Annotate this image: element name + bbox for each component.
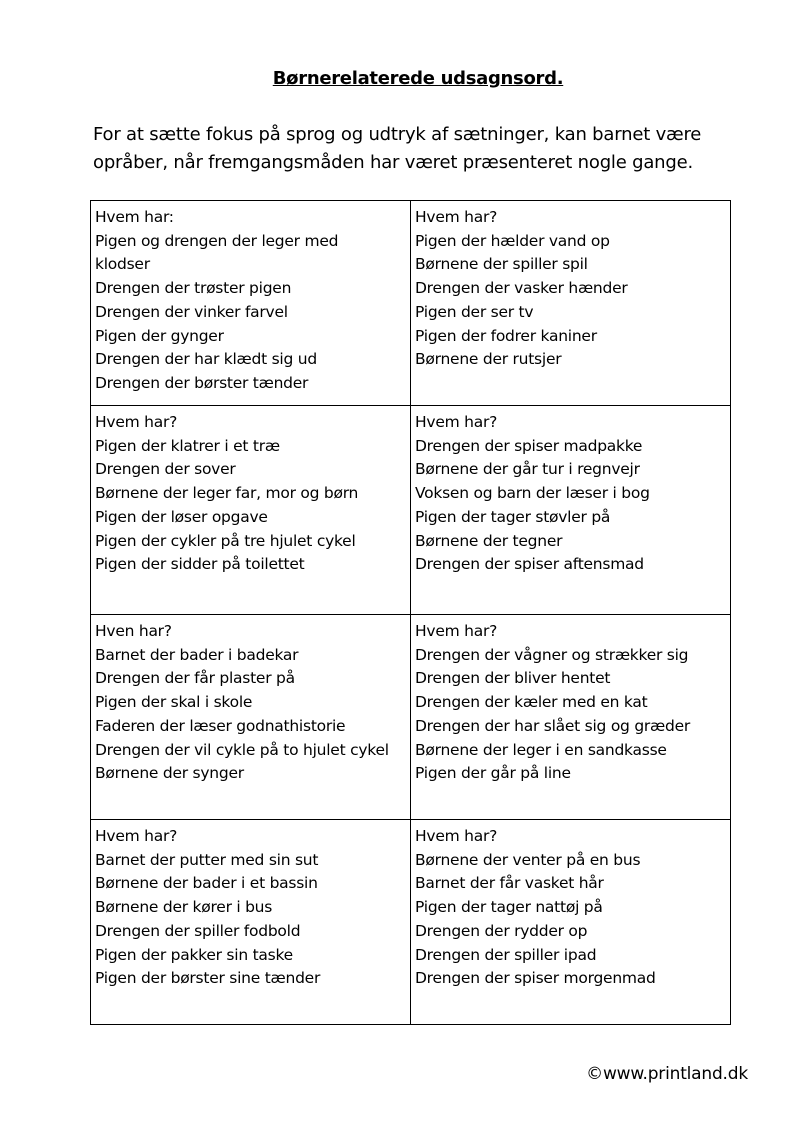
card-3 [91,406,411,615]
card-line: Drengen der vågner og strækker sig [415,645,689,664]
card-line: Pigen der går på line [415,764,571,783]
card-line: Børnene der rutsjer [415,350,562,369]
card-1 [91,201,411,406]
copyright-footer: ©www.printland.dk [586,1064,748,1084]
card-line: Børnene der kører i bus [95,898,273,917]
card-line: Drengen der kæler med en kat [415,693,648,712]
card-line: Pigen der skal i skole [95,693,253,712]
card-line: Faderen der læser godnathistorie [95,716,346,735]
card-line: Voksen og barn der læser i bog [415,484,650,503]
card-line: Drengen der spiller ipad [415,945,597,964]
card-line: Pigen der gynger [95,326,224,345]
card-line: Pigen der hælder vand op [415,231,610,250]
intro-text [93,121,753,177]
card-line: Drengen der spiser madpakke [415,436,643,455]
card-line: Barnet der får vasket hår [415,874,604,893]
card-line: Pigen der cykler på tre hjulet cykel [95,531,356,550]
card-line: Børnene der bader i et bassin [95,874,318,893]
card-4 [411,406,731,615]
card-line: Drengen der spiller fodbold [95,921,301,940]
card-line: Barnet der bader i badekar [95,645,299,664]
card-line: Drengen der vasker hænder [415,279,628,298]
card-line: Børnene der spiller spil [415,255,588,274]
card-line: Pigen der fodrer kaniner [415,326,597,345]
card-2 [411,201,731,406]
card-line: Børnene der leger far, mor og børn [95,484,359,503]
card-heading: Hvem har: [95,208,174,226]
card-line: Drengen der børster tænder [95,373,309,392]
card-heading: Hvem har? [95,827,178,845]
card-line: Drengen der har klædt sig ud [95,350,317,369]
card-line: Drengen der har slået sig og græder [415,716,690,735]
card-heading: Hvem har? [415,413,498,431]
card-line: Drengen der vil cykle på to hjulet cykel [95,740,389,759]
card-line: Drengen der sover [95,460,236,479]
card-heading: Hvem har? [415,827,498,845]
card-line: Drengen der rydder op [415,921,588,940]
card-heading: Hvem har? [95,413,178,431]
card-heading: Hvem har? [415,622,498,640]
card-line: Drengen der vinker farvel [95,302,288,321]
card-line: klodser [95,255,150,274]
card-5 [91,615,411,820]
card-8 [411,820,731,1025]
card-line: Børnene der leger i en sandkasse [415,740,667,759]
card-line: Pigen der sidder på toilettet [95,555,305,574]
card-line: Pigen der børster sine tænder [95,969,321,988]
card-heading: Hvem har? [415,208,498,226]
intro-line-2: opråber, når fremgangsmåden har været præsenteret nogle gange. [93,152,694,173]
card-line: Pigen der løser opgave [95,507,268,526]
card-line: Drengen der spiser morgenmad [415,969,656,988]
card-7 [91,820,411,1025]
card-line: Drengen der bliver hentet [415,669,611,688]
card-line: Barnet der putter med sin sut [95,850,319,869]
card-line: Børnene der tegner [415,531,563,550]
card-line: Pigen og drengen der leger med [95,231,339,250]
card-line: Pigen der pakker sin taske [95,945,293,964]
card-line: Pigen der ser tv [415,302,534,321]
card-line: Drengen der trøster pigen [95,279,292,298]
card-line: Drengen der spiser aftensmad [415,555,644,574]
card-line: Pigen der klatrer i et træ [95,436,280,455]
card-grid [90,200,731,1025]
card-6 [411,615,731,820]
card-line: Pigen der tager nattøj på [415,898,603,917]
card-heading: Hven har? [95,622,172,640]
card-line: Børnene der venter på en bus [415,850,641,869]
card-line: Drengen der får plaster på [95,669,295,688]
page-title: Børnerelaterede udsagnsord. [272,68,564,89]
intro-line-1: For at sætte fokus på sprog og udtryk af sætninger, kan barnet være [93,124,702,145]
card-line: Pigen der tager støvler på [415,507,611,526]
card-line: Børnene der synger [95,764,244,783]
card-line: Børnene der går tur i regnvejr [415,460,640,479]
